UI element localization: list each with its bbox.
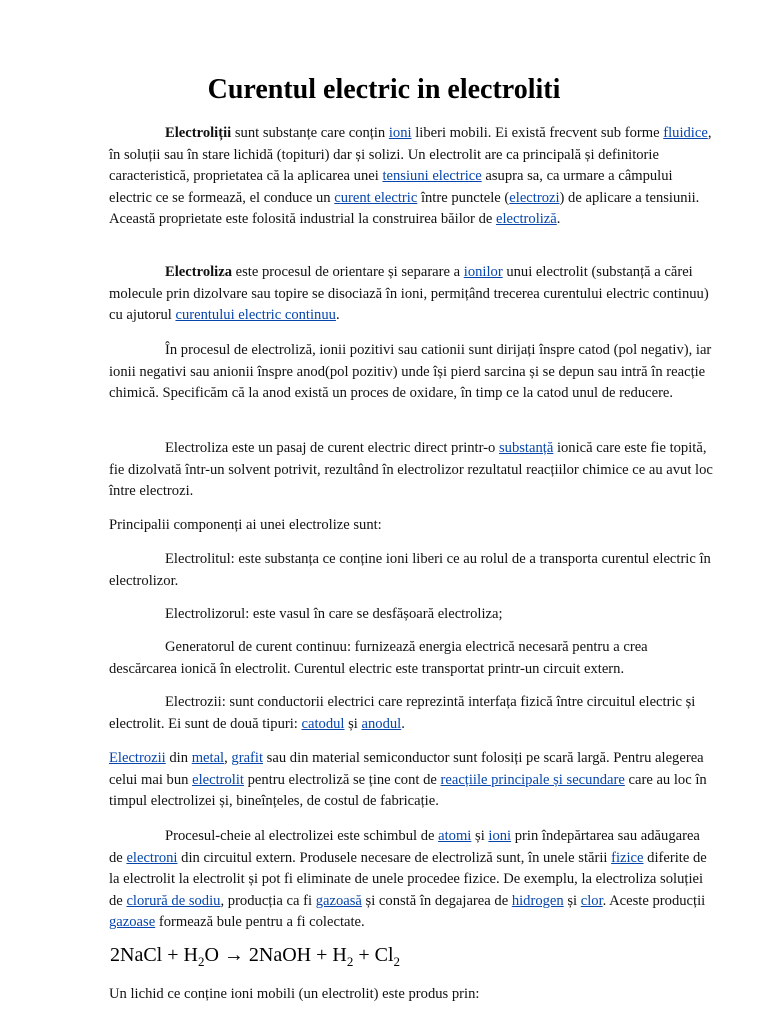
paragraph-component-electrolyzer: Electrolizorul: este vasul în care se desfășoară electroliza;	[165, 606, 503, 622]
text: și	[563, 892, 581, 909]
link-gazoase[interactable]: gazoase	[109, 914, 156, 931]
link-clorura-de-sodiu[interactable]: clorură de sodiu	[126, 892, 221, 909]
paragraph-liquid-electrolyte: Un lichid ce conține ioni mobili (un electrolit) este produs prin:	[109, 986, 480, 1002]
text: Procesul-cheie al electrolizei este schimbul de	[165, 828, 439, 844]
paragraph-component-generator: Generatorul de curent continuu: furnizează energia electrică necesară pentru a crea descărcarea ionică în electrolit. Curentul electric este transportat printr-un circuit extern.	[109, 639, 648, 677]
link-metal[interactable]: metal	[191, 750, 225, 766]
text: , producția ca fi	[220, 892, 316, 909]
text: liberi mobili. Ei există frecvent sub forme	[411, 125, 664, 141]
paragraph-electrolysis	[109, 262, 713, 327]
link-electrozii[interactable]: Electrozii	[109, 750, 166, 766]
text: și constă în degajarea de	[361, 892, 512, 909]
link-fizice[interactable]: fizice	[611, 849, 644, 866]
subscript: 2	[393, 954, 401, 969]
text: . Aceste producții	[602, 892, 706, 909]
paragraph-key-process	[109, 826, 713, 934]
text: ) de aplicare a tensiunii. Această proprietate este folosită industrial la construirea băilor de	[109, 189, 700, 228]
text: este procesul de orientare și separare a	[232, 264, 464, 280]
text: sau din material semiconductor sunt folosiți pe scară largă. Pentru alegerea celui mai bun	[109, 750, 704, 788]
term-electroliza: Electroliza	[165, 264, 232, 280]
paragraph-electrode-materials	[109, 748, 713, 813]
link-ioni-2[interactable]: ioni	[488, 828, 512, 844]
text: .	[556, 211, 561, 228]
link-grafit[interactable]: grafit	[231, 750, 264, 766]
text: asupra sa, ca urmare a câmpului electric ce se formează, el conduce un	[109, 168, 673, 206]
page-title: Curentul electric in electroliti	[207, 74, 561, 105]
text: din circuitul extern. Produsele necesare de electroliză sunt, în unele stării	[177, 849, 612, 866]
text: , în soluții sau în stare lichidă (topituri) dar și solizi. Un electrolit are ca principală și definitorie caracteristică, proprietatea că la aplicarea unei	[109, 125, 712, 185]
text: ionică care este fie topită, fie dizolvată într-un solvent potrivit, rezultând în electrolizor rezultatul reacțiilor chimice ce au avut loc între electrozi.	[109, 440, 713, 500]
link-catodul[interactable]: catodul	[301, 715, 345, 732]
text: diferite de la electrolit la electrolit și pot fi eliminate de unele procedee fizice. De exemplu, la electroliza soluției de	[109, 849, 707, 909]
text: care au loc în timpul electrolizei și, bineînțeles, de costul de fabricație.	[109, 771, 707, 810]
link-electroni[interactable]: electroni	[126, 849, 178, 866]
paragraph-component-electrodes	[109, 692, 713, 735]
link-fluidice[interactable]: fluidice	[663, 125, 708, 141]
paragraph-electrolytes	[109, 123, 713, 231]
subscript: 2	[197, 954, 205, 969]
link-clor[interactable]: clor	[580, 892, 603, 909]
link-hidrogen[interactable]: hidrogen	[511, 892, 564, 909]
paragraph-component-electrolyte: Electrolitul: este substanța ce conține ioni liberi ce au rolul de a transporta curentul electric în electrolizor.	[109, 551, 711, 589]
text: formează bule pentru a fi colectate.	[155, 914, 365, 931]
text: Electroliza este un pasaj de curent electric direct printr-o	[165, 440, 499, 456]
text: .	[401, 715, 405, 732]
link-tensiuni-electrice[interactable]: tensiuni electrice	[382, 168, 482, 185]
link-atomi[interactable]: atomi	[438, 828, 472, 844]
text: sunt substanțe care conțin	[231, 125, 389, 141]
text: din	[165, 750, 192, 766]
term-electroliti: Electroliții	[165, 125, 232, 141]
text: .	[335, 307, 340, 324]
link-reactiile-principale-si-secundare[interactable]: reacțiile principale și secundare	[440, 771, 625, 788]
equation-part: 2NaCl + H	[110, 944, 198, 966]
link-electrolit[interactable]: electrolit	[192, 771, 244, 788]
paragraph-electrolysis-process: În procesul de electroliză, ionii pozitivi sau cationii sunt dirijați înspre catod (pol negativ), iar ionii negativi sau anionii înspre anod(pol pozitiv) unde își pierd sarcina și se depun sau intră în reacție chimică. Specificăm că la anod există un proces de oxidare, în timp ce la catod unul de reducere.	[109, 342, 712, 402]
link-electrozi[interactable]: electrozi	[509, 189, 560, 206]
link-substanta[interactable]: substanță	[498, 440, 554, 456]
link-ioni[interactable]: ioni	[388, 125, 412, 141]
link-curent-electric[interactable]: curent electric	[334, 189, 418, 206]
paragraph-electrolysis-definition	[109, 438, 713, 503]
link-anodul[interactable]: anodul	[361, 715, 402, 732]
subscript: 2	[346, 954, 354, 969]
text: Electrozii: sunt conductorii electrici care reprezintă interfața fizică între circuitul electric și electrolit. Ei sunt de două tipuri:	[109, 694, 696, 732]
paragraph-components-intro: Principalii componenți ai unei electrolize sunt:	[109, 517, 382, 533]
text: între punctele (	[417, 189, 510, 206]
link-electroliza[interactable]: electroliză	[496, 211, 557, 228]
text: și	[344, 715, 362, 732]
link-ionilor[interactable]: ionilor	[463, 264, 503, 280]
link-gazoasa[interactable]: gazoasă	[315, 892, 362, 909]
text: ,	[224, 750, 232, 766]
link-curentului-electric-continuu[interactable]: curentului electric continuu	[175, 307, 336, 324]
text: prin îndepărtarea sau adăugarea de	[109, 828, 700, 866]
chemical-equation	[110, 944, 400, 970]
text: pentru electroliză se ține cont de	[243, 771, 441, 788]
equation-part: O → 2NaOH + H	[204, 944, 347, 966]
equation-part: + Cl	[353, 944, 394, 966]
text: și	[471, 828, 489, 844]
text: unui electrolit (substanță a cărei molecule prin dizolvare sau topire se disociază în ioni, permițând trecerea curentului electric continuu) cu ajutorul	[109, 264, 709, 324]
